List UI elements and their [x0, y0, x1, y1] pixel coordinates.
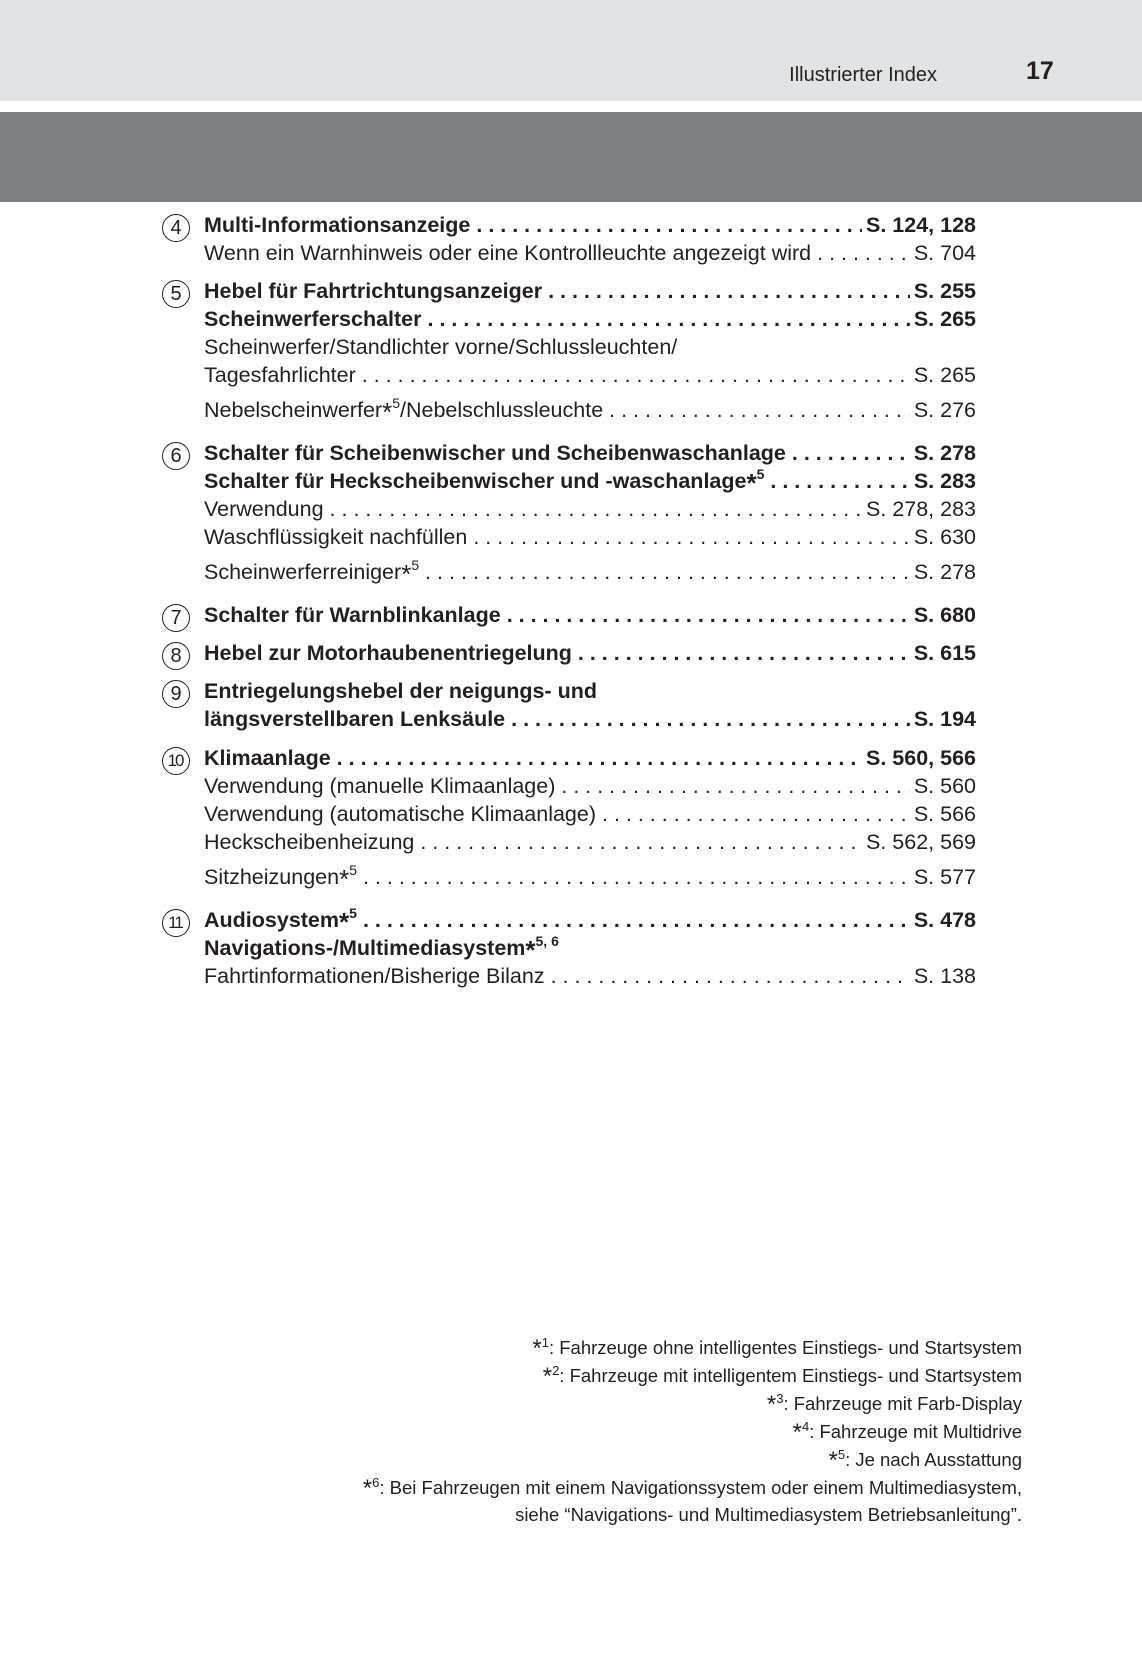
- index-entry: [204, 398, 976, 426]
- item-number-marker: 4: [162, 214, 190, 242]
- footnote-star: *: [532, 1335, 542, 1362]
- leader-dots: [507, 603, 910, 628]
- entry-label: Tagesfahrlichter: [204, 363, 356, 387]
- page-reference: S. 138: [913, 964, 976, 988]
- entry-label: Fahrtinformationen/Bisherige Bilanz: [204, 964, 545, 988]
- item-number-marker: 6: [162, 442, 190, 470]
- footnote-text: : Fahrzeuge ohne intelligentes Einstiegs- und Startsystem: [548, 1337, 1022, 1358]
- entry-label: Schalter für Heckscheibenwischer und -waschanlage*$^5$: [204, 469, 764, 494]
- page-reference: S. 562, 569: [866, 830, 976, 854]
- leader-dots: [330, 497, 862, 522]
- index-entry: [204, 707, 976, 735]
- index-entry: [204, 908, 976, 936]
- footnote-line: [363, 1501, 1022, 1528]
- footnote-star: *: [746, 469, 757, 497]
- footnote-text: : Fahrzeuge mit intelligentem Einstiegs- und Startsystem: [559, 1365, 1022, 1386]
- leader-dots: [420, 830, 862, 855]
- footnote-line: [363, 1361, 1022, 1389]
- page-reference: S. 577: [913, 865, 976, 889]
- leader-dots: [476, 213, 862, 238]
- footnote-ref: 5: [349, 908, 357, 921]
- footnote-ref: 5: [411, 560, 420, 573]
- index-entry: [204, 241, 976, 269]
- index-entry: [204, 865, 976, 893]
- footnote-text: siehe “Navigations- und Multimediasystem Betriebsanleitung”.: [515, 1504, 1022, 1525]
- footnote-star: *: [401, 560, 412, 588]
- footnote-number: 6: [372, 1475, 380, 1490]
- footnote-star: *: [525, 936, 536, 964]
- entry-label: Scheinwerferschalter: [204, 307, 422, 331]
- entry-label: Verwendung (automatische Klimaanlage): [204, 802, 597, 826]
- page-reference: S. 194: [913, 707, 976, 731]
- entry-label: Navigations-/Multimediasystem*$^{5, 6}$: [204, 936, 559, 961]
- leader-dots: [363, 865, 910, 890]
- footnote-number: 5: [837, 1447, 846, 1462]
- entry-label: Audiosystem*$^5$: [204, 908, 357, 933]
- footnote-ref: 5: [349, 865, 357, 878]
- index-entry: [204, 213, 976, 241]
- footnote-ref: 5: [392, 398, 400, 411]
- entry-label: Schalter für Warnblinkanlage: [204, 603, 501, 627]
- footnotes: [363, 1333, 1022, 1528]
- leader-dots: [362, 363, 910, 388]
- section-title: Illustrierter Index: [789, 64, 937, 86]
- footnote-line: [363, 1333, 1022, 1361]
- page-reference: S. 478: [913, 908, 976, 932]
- item-number-marker: 5: [162, 280, 190, 308]
- leader-dots: [548, 279, 910, 304]
- entry-label: Klimaanlage: [204, 746, 331, 770]
- index-entry: [204, 964, 976, 992]
- index-entry: [204, 279, 976, 307]
- index-entry: [204, 641, 976, 669]
- page-reference: S. 704: [913, 241, 976, 265]
- item-number-marker: 8: [162, 642, 190, 670]
- entry-label: Sitzheizungen*$^5$: [204, 865, 357, 890]
- leader-dots: [817, 241, 910, 266]
- index-entry: [204, 363, 976, 391]
- entry-label: Heckscheibenheizung: [204, 830, 415, 854]
- index-entry: [204, 497, 976, 525]
- index-entry: [204, 307, 976, 335]
- leader-dots: [473, 525, 910, 550]
- entry-label: Hebel für Fahrtrichtungsanzeiger: [204, 279, 543, 303]
- footnote-number: 2: [552, 1363, 560, 1378]
- page-reference: S. 630: [913, 525, 976, 549]
- page-reference: S. 566: [913, 802, 976, 826]
- entry-label: Wenn ein Warnhinweis oder eine Kontrollleuchte angezeigt wird: [204, 241, 812, 265]
- footnote-star: *: [339, 865, 350, 893]
- leader-dots: [511, 707, 910, 732]
- index-entry: [204, 335, 976, 363]
- entry-label: Scheinwerfer/Standlichter vorne/Schlussleuchten/: [204, 335, 678, 359]
- page-reference: S. 278, 283: [866, 497, 976, 521]
- page-reference: S. 560, 566: [866, 746, 976, 770]
- leader-dots: [551, 964, 910, 989]
- page-reference: S. 265: [913, 307, 976, 331]
- footnote-star: *: [382, 398, 393, 426]
- item-number-marker: 7: [162, 604, 190, 632]
- footnote-text: : Fahrzeuge mit Farb-Display: [783, 1393, 1022, 1414]
- footnote-star: *: [828, 1447, 838, 1474]
- footnote-line: [363, 1473, 1022, 1501]
- leader-dots: [792, 441, 910, 466]
- footnote-star: *: [339, 908, 350, 936]
- page-reference: S. 283: [913, 469, 976, 493]
- footnote-ref: 5: [756, 469, 765, 482]
- footnote-star: *: [542, 1363, 553, 1390]
- entry-label: Schalter für Scheibenwischer und Scheibenwaschanlage: [204, 441, 786, 465]
- index-entry: [204, 679, 976, 707]
- leader-dots: [602, 802, 910, 827]
- footnote-ref: 5, 6: [535, 936, 559, 949]
- index-entry: [204, 441, 976, 469]
- footnote-number: 1: [541, 1335, 549, 1350]
- entry-label: Waschflüssigkeit nachfüllen: [204, 525, 468, 549]
- footnote-line: [363, 1445, 1022, 1473]
- page-reference: S. 278: [913, 441, 976, 465]
- leader-dots: [561, 774, 909, 799]
- item-number-marker: 10: [162, 747, 190, 775]
- leader-dots: [337, 746, 862, 771]
- header-separator: [0, 101, 1142, 112]
- footnote-text: : Bei Fahrzeugen mit einem Navigationssystem oder einem Multimediasystem,: [379, 1477, 1022, 1498]
- page-reference: S. 560: [913, 774, 976, 798]
- footnote-text: : Je nach Ausstattung: [845, 1449, 1022, 1470]
- leader-dots: [770, 469, 909, 494]
- index-entry: [204, 603, 976, 631]
- leader-dots: [425, 560, 910, 585]
- footnote-text: : Fahrzeuge mit Multidrive: [809, 1421, 1022, 1442]
- index-entry: [204, 830, 976, 858]
- page-reference: S. 265: [913, 363, 976, 387]
- entry-label: Multi-Informationsanzeige: [204, 213, 471, 237]
- index-entry: [204, 936, 976, 964]
- entry-label: Hebel zur Motorhaubenentriegelung: [204, 641, 572, 665]
- index-entry: [204, 525, 976, 553]
- item-number-marker: 9: [162, 680, 190, 708]
- footnote-star: *: [362, 1475, 373, 1502]
- entry-label: Verwendung (manuelle Klimaanlage): [204, 774, 556, 798]
- index-entry: [204, 560, 976, 588]
- page-reference: S. 276: [913, 398, 976, 422]
- entry-label: Nebelscheinwerfer*$^5$/Nebelschlussleuchte: [204, 398, 603, 423]
- footnote-line: [363, 1417, 1022, 1445]
- leader-dots: [363, 908, 910, 933]
- page-reference: S. 124, 128: [866, 213, 976, 237]
- index-entry: [204, 469, 976, 497]
- page-reference: S. 680: [913, 603, 976, 627]
- footnote-star: *: [766, 1391, 777, 1418]
- page-reference: S. 255: [913, 279, 976, 303]
- footnote-line: [363, 1389, 1022, 1417]
- footnote-number: 4: [801, 1419, 810, 1434]
- leader-dots: [578, 641, 910, 666]
- page-reference: S. 278: [913, 560, 976, 584]
- entry-label: Scheinwerferreiniger*$^5$: [204, 560, 419, 585]
- header-band: [0, 0, 1142, 101]
- entry-label: längsverstellbaren Lenksäule: [204, 707, 506, 731]
- index-entry: [204, 774, 976, 802]
- leader-dots: [609, 398, 910, 423]
- page-reference: S. 615: [913, 641, 976, 665]
- index-entry: [204, 802, 976, 830]
- entry-label: Entriegelungshebel der neigungs- und: [204, 679, 597, 703]
- entry-label: Verwendung: [204, 497, 324, 521]
- item-number-marker: 11: [162, 909, 190, 937]
- footnote-number: 3: [776, 1391, 784, 1406]
- section-bar: [0, 112, 1142, 202]
- page-number: 17: [1026, 57, 1054, 85]
- footnote-star: *: [792, 1419, 802, 1446]
- index-entry: [204, 746, 976, 774]
- leader-dots: [428, 307, 910, 332]
